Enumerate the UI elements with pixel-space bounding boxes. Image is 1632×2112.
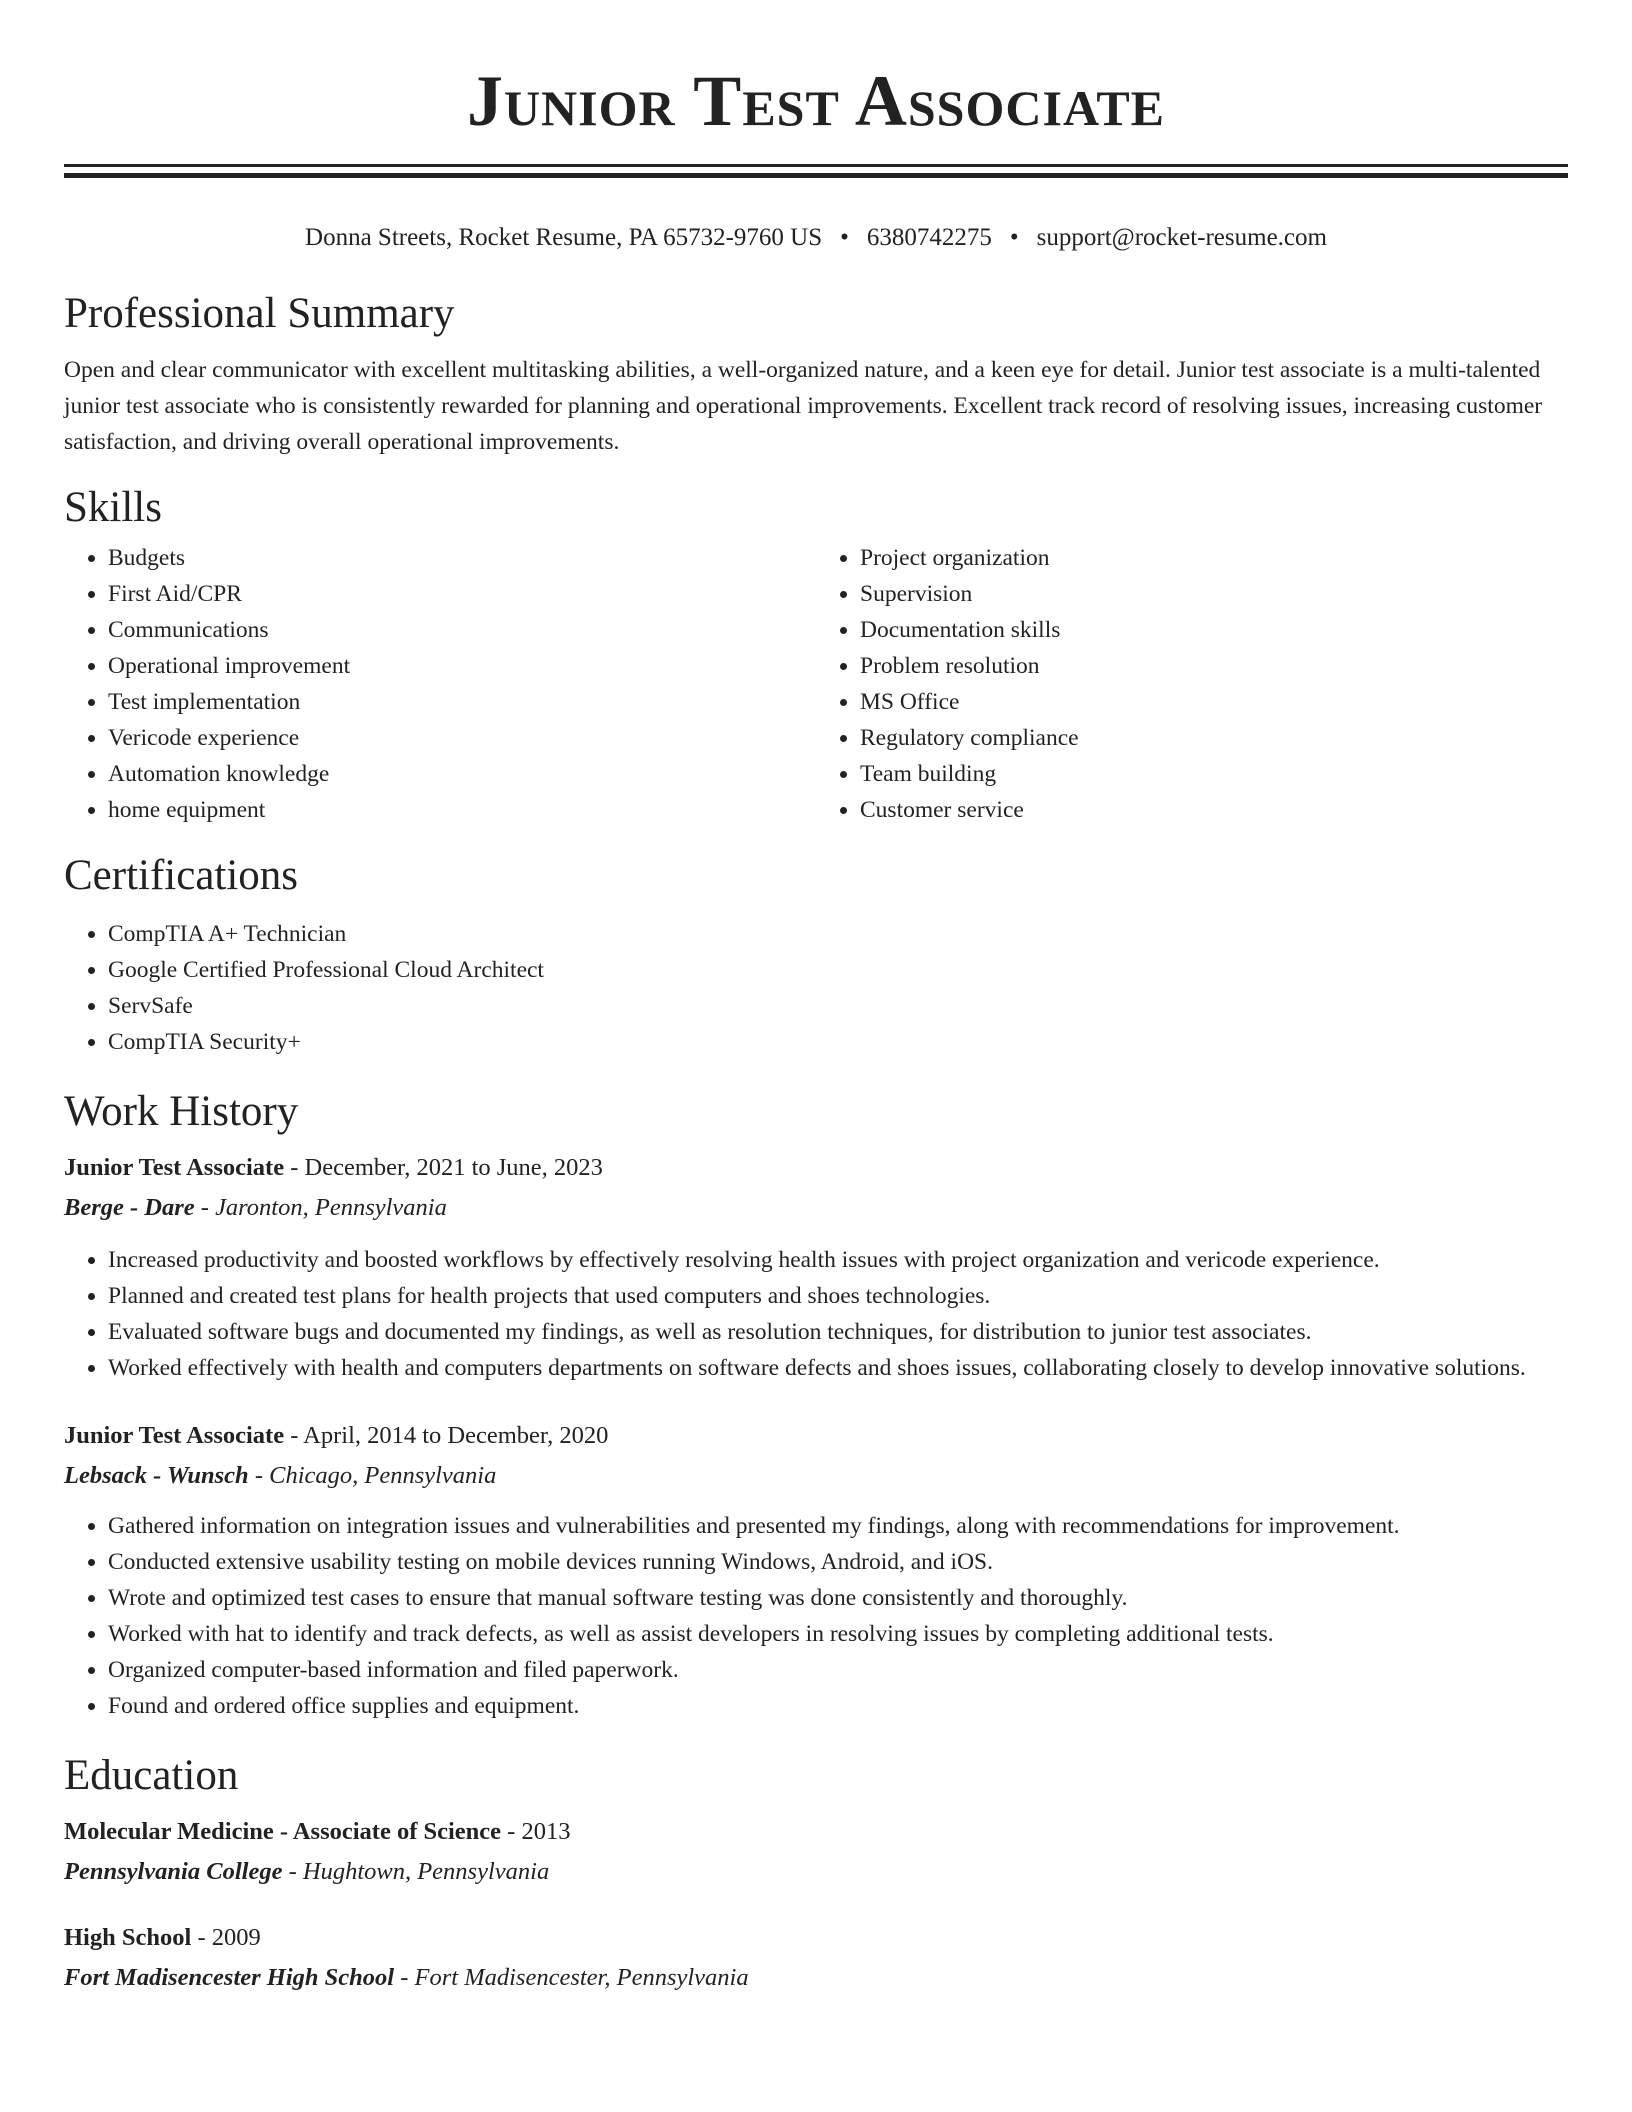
skill-item: • Customer service: [860, 792, 1568, 828]
education-school: Pennsylvania College: [64, 1858, 283, 1885]
job-duty: • Worked effectively with health and computers departments on software defects and shoes issues, collaborating closely to develop innovative solutions.: [108, 1350, 1568, 1386]
education-heading: Education: [64, 1752, 239, 1799]
skill-item: • Automation knowledge: [108, 756, 816, 792]
certifications-list: [64, 916, 1568, 1060]
job-title-line: Junior Test Associate - December, 2021 to June, 2023: [64, 1154, 603, 1181]
job-duty: • Found and ordered office supplies and equipment.: [108, 1688, 1568, 1724]
education-school: Fort Madisencester High School: [64, 1964, 395, 1991]
education-entry: [64, 1920, 1568, 1996]
certification-item: • CompTIA A+ Technician: [108, 916, 1568, 952]
skill-item: • Team building: [860, 756, 1568, 792]
education-location: Fort Madisencester, Pennsylvania: [414, 1964, 749, 1991]
job-title-line: Junior Test Associate - April, 2014 to December, 2020: [64, 1422, 609, 1449]
resume-page: [64, 0, 1568, 1996]
skill-item: • Project organization: [860, 540, 1568, 576]
contact-separator: •: [1009, 224, 1019, 251]
job-company-line: Lebsack - Wunsch - Chicago, Pennsylvania: [64, 1462, 497, 1489]
job-entry: [64, 1150, 1568, 1386]
job-duty: • Planned and created test plans for health projects that used computers and shoes technologies.: [108, 1278, 1568, 1314]
job-dates: April, 2014 to December, 2020: [303, 1422, 609, 1449]
work-history-section: [64, 1086, 1568, 1724]
job-company: Berge - Dare: [64, 1194, 195, 1221]
education-entry: [64, 1814, 1568, 1890]
education-year: 2013: [521, 1818, 571, 1845]
job-duty: • Worked with hat to identify and track defects, as well as assist developers in resolving issues by completing additional tests.: [108, 1616, 1568, 1652]
skills-grid: [64, 540, 1568, 828]
title-divider-thick: [64, 173, 1568, 178]
job-duty: • Increased productivity and boosted workflows by effectively resolving health issues with project organization and vericode experience.: [108, 1242, 1568, 1278]
job-duties-list: [64, 1508, 1568, 1724]
contact-separator: •: [840, 224, 849, 251]
education-location: Hughtown, Pennsylvania: [302, 1858, 550, 1885]
job-location: Jaronton, Pennsylvania: [215, 1194, 447, 1221]
job-duty: • Gathered information on integration issues and vulnerabilities and presented my findings, along with recommendations for improvement.: [108, 1508, 1568, 1544]
education-degree: Molecular Medicine - Associate of Science: [64, 1818, 502, 1845]
job-duty: • Organized computer-based information and filed paperwork.: [108, 1652, 1568, 1688]
skill-item: • MS Office: [860, 684, 1568, 720]
job-entry: [64, 1418, 1568, 1724]
skill-item: • First Aid/CPR: [108, 576, 816, 612]
skills-heading: Skills: [64, 484, 162, 531]
skill-item: • Operational improvement: [108, 648, 816, 684]
skills-list-right: [816, 540, 1568, 828]
certifications-section: [64, 850, 1568, 1060]
certification-item: • ServSafe: [108, 988, 1568, 1024]
job-location: Chicago, Pennsylvania: [269, 1462, 497, 1489]
job-duty: • Wrote and optimized test cases to ensure that manual software testing was done consistently and thoroughly.: [108, 1580, 1568, 1616]
skill-item: • Supervision: [860, 576, 1568, 612]
skill-item: • Regulatory compliance: [860, 720, 1568, 756]
contact-line: [64, 222, 1568, 254]
education-year: 2009: [211, 1924, 261, 1951]
skills-section: [64, 482, 1568, 828]
skill-item: • Vericode experience: [108, 720, 816, 756]
summary-section: [64, 288, 1568, 460]
education-section: [64, 1750, 1568, 1996]
education-degree: High School: [64, 1924, 192, 1951]
skill-item: • Problem resolution: [860, 648, 1568, 684]
summary-text: Open and clear communicator with excellent multitasking abilities, a well-organized nature, and a keen eye for detail. Junior test associate is a multi-talented junior test associate who is consistently rewarded for planning and operational improvements. Excellent track record of resolving issues, increasing customer satisfaction, and driving overall operational improvements.: [64, 357, 1543, 455]
job-duty: • Conducted extensive usability testing on mobile devices running Windows, Android, and iOS.: [108, 1544, 1568, 1580]
skill-item: • home equipment: [108, 792, 816, 828]
job-dates: December, 2021 to June, 2023: [304, 1154, 603, 1181]
job-company: Lebsack - Wunsch: [64, 1462, 249, 1489]
summary-heading: Professional Summary: [64, 290, 455, 337]
title-divider-thin: [64, 164, 1568, 167]
education-degree-line: Molecular Medicine - Associate of Science - 2013: [64, 1818, 571, 1845]
work-history-heading: Work History: [64, 1088, 299, 1135]
education-school-line: Pennsylvania College - Hughtown, Pennsylvania: [64, 1858, 550, 1885]
skill-item: • Budgets: [108, 540, 816, 576]
certification-item: • CompTIA Security+: [108, 1024, 1568, 1060]
job-title: Junior Test Associate: [64, 1422, 285, 1449]
skill-item: • Test implementation: [108, 684, 816, 720]
job-duties-list: [64, 1242, 1568, 1386]
contact-address: Donna Streets, Rocket Resume, PA 65732-9760 US: [305, 224, 823, 251]
skill-item: • Documentation skills: [860, 612, 1568, 648]
education-school-line: Fort Madisencester High School - Fort Madisencester, Pennsylvania: [64, 1964, 749, 1991]
contact-phone: 6380742275: [866, 224, 992, 251]
contact-email: support@rocket-resume.com: [1036, 224, 1327, 251]
education-degree-line: High School - 2009: [64, 1924, 261, 1951]
certifications-heading: Certifications: [64, 852, 299, 899]
resume-title: Junior Test Associate: [466, 61, 1166, 141]
skills-list-left: [64, 540, 816, 828]
skill-item: • Communications: [108, 612, 816, 648]
job-duty: • Evaluated software bugs and documented my findings, as well as resolution techniques, for distribution to junior test associates.: [108, 1314, 1568, 1350]
certification-item: • Google Certified Professional Cloud Architect: [108, 952, 1568, 988]
job-title: Junior Test Associate: [64, 1154, 285, 1181]
job-company-line: Berge - Dare - Jaronton, Pennsylvania: [64, 1194, 447, 1221]
